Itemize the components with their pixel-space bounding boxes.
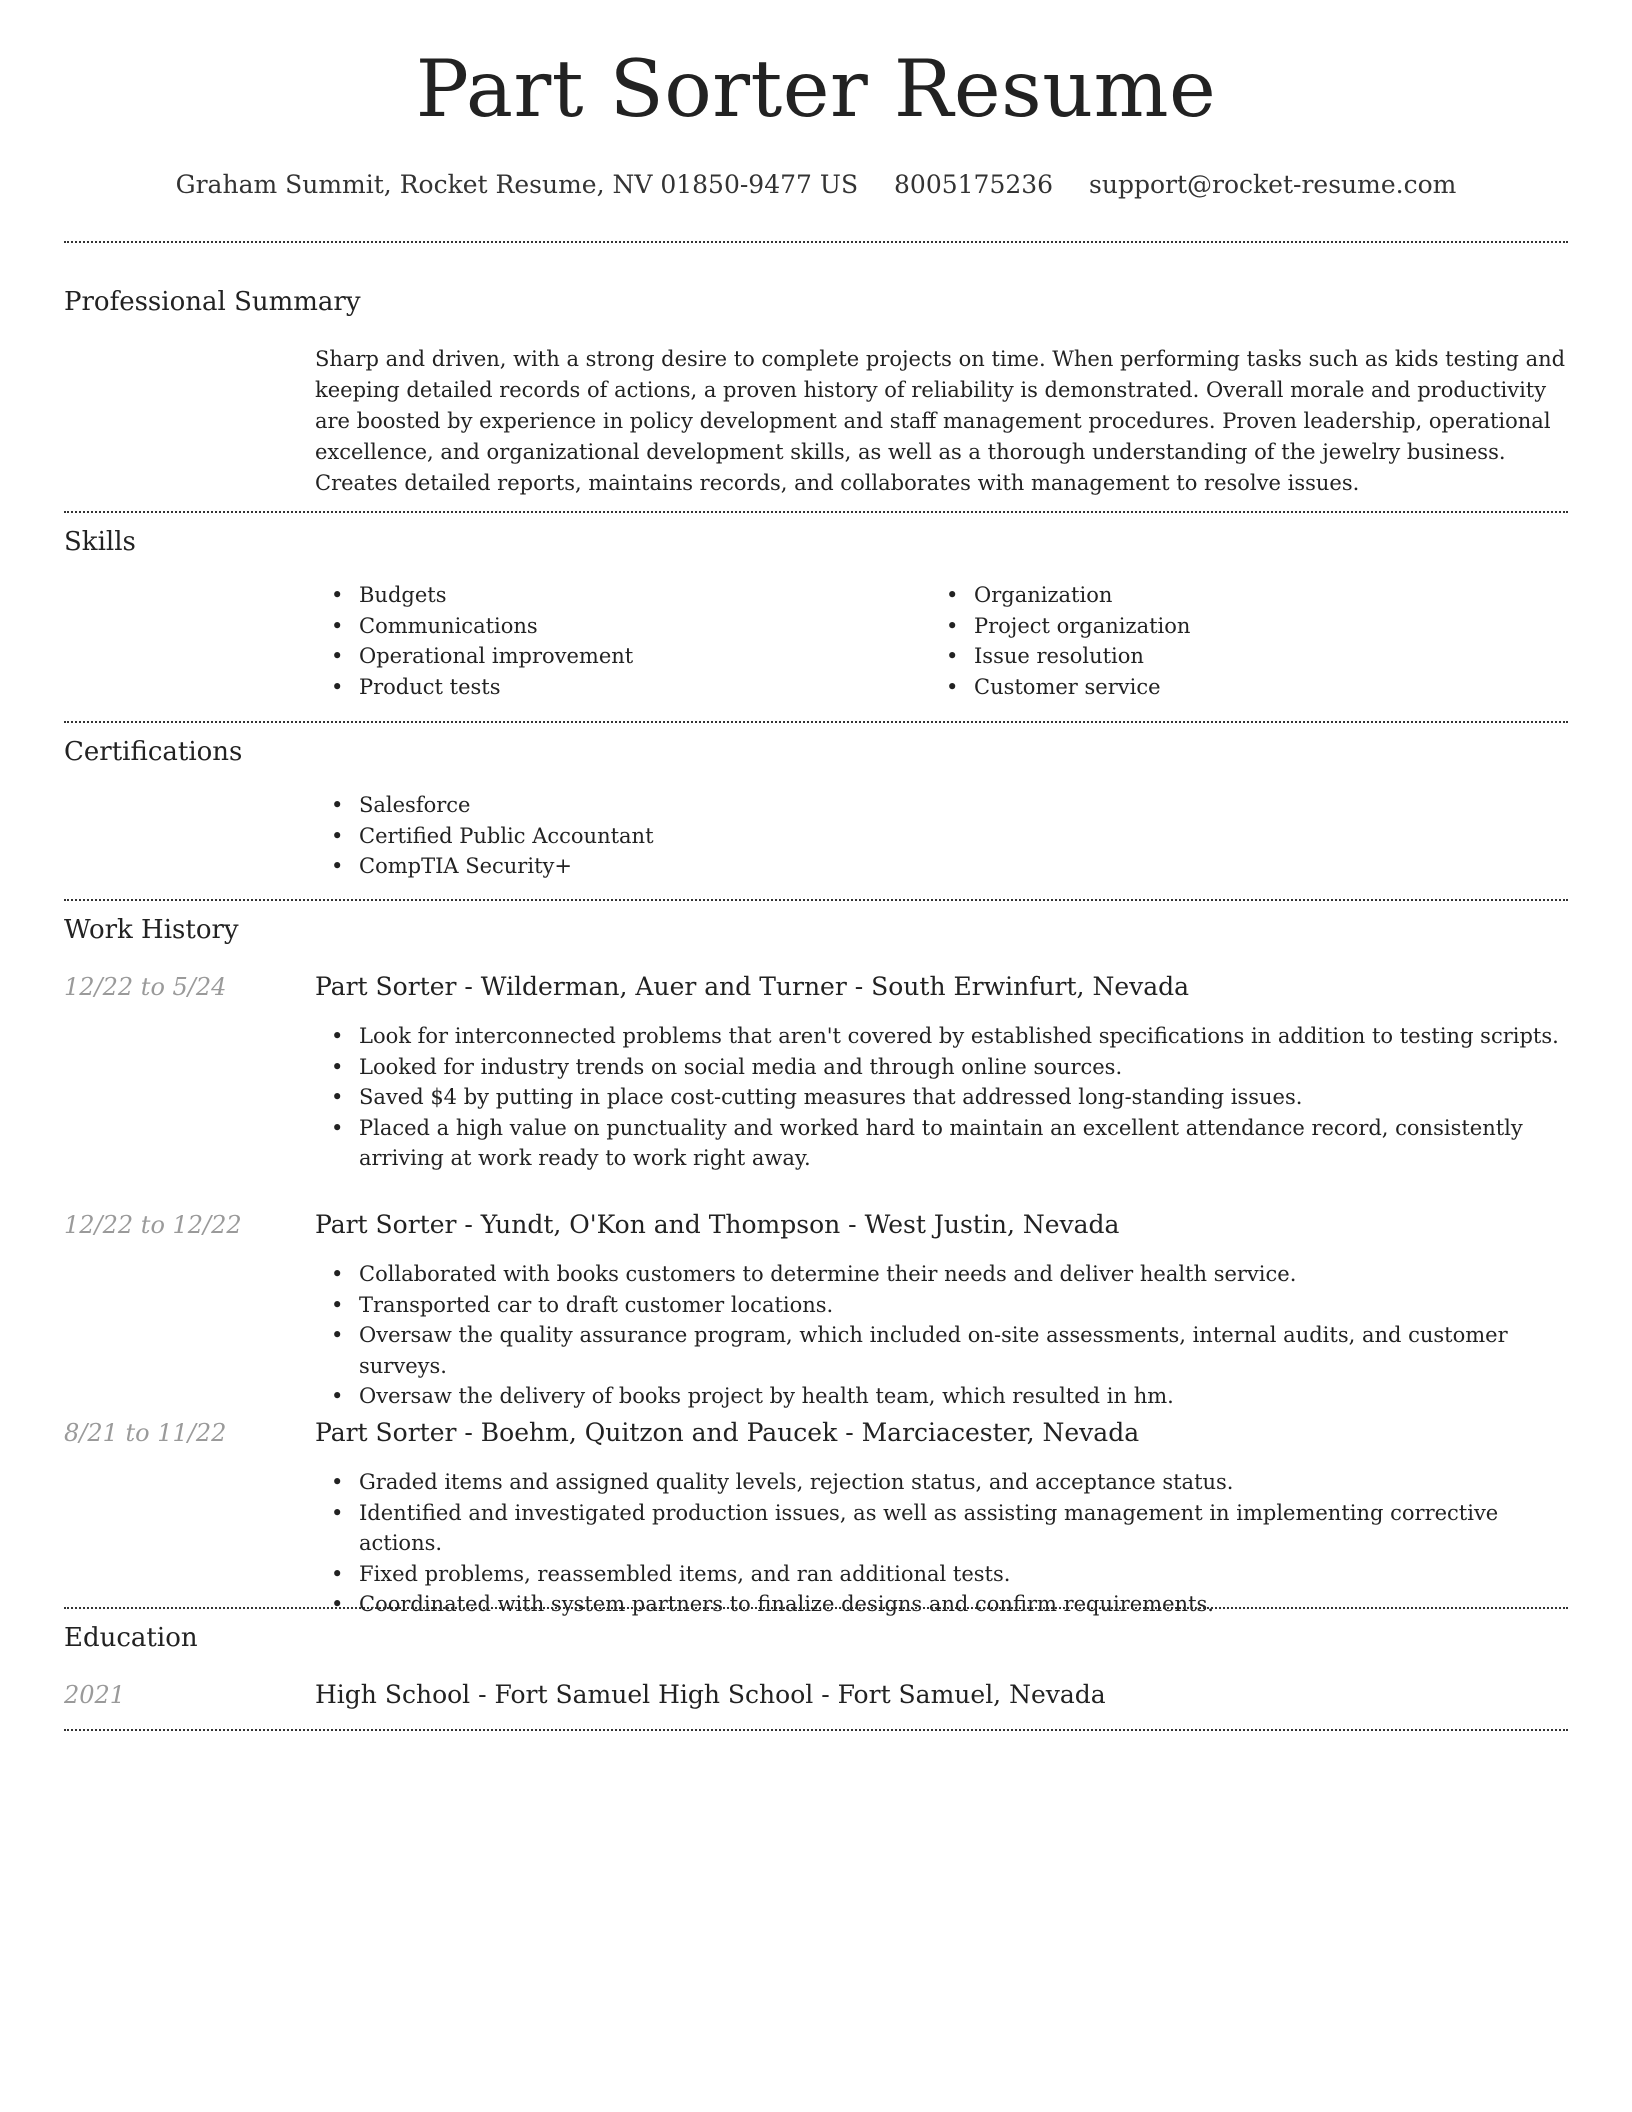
- section-heading-education: Education: [64, 1623, 198, 1653]
- certification-item: • Salesforce: [315, 790, 1568, 821]
- job-bullet: • Graded items and assigned quality levels, rejection status, and acceptance status.: [315, 1467, 1568, 1498]
- job-bullet: • Placed a high value on punctuality and worked hard to maintain an excellent attendance record, consistently arriving at work ready to work right away.: [315, 1113, 1568, 1174]
- job-bullet: • Transported car to draft customer locations.: [315, 1290, 1568, 1321]
- contact-phone: 8005175236: [894, 170, 1054, 199]
- skill-item: • Customer service: [930, 672, 1530, 703]
- job-title: Part Sorter - Boehm, Quitzon and Paucek - Marciacester, Nevada: [315, 1418, 1140, 1447]
- job-bullet: • Oversaw the quality assurance program, which included on-site assessments, internal audits, and customer surveys.: [315, 1320, 1568, 1381]
- skill-item: • Operational improvement: [315, 641, 915, 672]
- divider: [64, 721, 1568, 723]
- section-heading-certifications: Certifications: [64, 737, 243, 767]
- divider: [64, 241, 1568, 243]
- job-bullet: • Saved $4 by putting in place cost-cutting measures that addressed long-standing issues.: [315, 1082, 1568, 1113]
- skill-item: • Issue resolution: [930, 641, 1530, 672]
- divider: [64, 511, 1568, 513]
- education-year: 2021: [64, 1681, 126, 1709]
- skill-item: • Organization: [930, 580, 1530, 611]
- job-dates: 8/21 to 11/22: [64, 1419, 227, 1447]
- skill-item: • Budgets: [315, 580, 915, 611]
- summary-text: Sharp and driven, with a strong desire to complete projects on time. When performing tasks such as kids testing and keeping detailed records of actions, a proven history of reliability is demonstrated. Overall morale and productivity are boosted by experience in policy development and staff management procedures. Proven leadership, operational excellence, and organizational development skills, as well as a thorough understanding of the jewelry business. Creates detailed reports, maintains records, and collaborates with management to resolve issues.: [315, 347, 1566, 495]
- job-bullet: • Identified and investigated production issues, as well as assisting management in implementing corrective actions.: [315, 1498, 1568, 1559]
- divider: [64, 1607, 1568, 1609]
- skill-item: • Communications: [315, 611, 915, 642]
- education-title: High School - Fort Samuel High School - Fort Samuel, Nevada: [315, 1680, 1106, 1709]
- job-bullets: [315, 1259, 1568, 1412]
- job-bullets: [315, 1021, 1568, 1174]
- section-heading-skills: Skills: [64, 527, 136, 557]
- section-heading-summary: Professional Summary: [64, 287, 361, 317]
- divider: [64, 1729, 1568, 1731]
- skills-list-right: [930, 580, 1530, 702]
- job-title: Part Sorter - Wilderman, Auer and Turner - South Erwinfurt, Nevada: [315, 972, 1190, 1001]
- skills-list-left: [315, 580, 915, 702]
- job-title: Part Sorter - Yundt, O'Kon and Thompson - West Justin, Nevada: [315, 1210, 1120, 1239]
- certification-item: • CompTIA Security+: [315, 851, 1568, 882]
- job-bullets: [315, 1467, 1568, 1620]
- job-dates: 12/22 to 12/22: [64, 1211, 242, 1239]
- job-bullet: • Fixed problems, reassembled items, and ran additional tests.: [315, 1559, 1568, 1590]
- job-bullet: • Oversaw the delivery of books project by health team, which resulted in hm.: [315, 1381, 1568, 1412]
- section-heading-work-history: Work History: [64, 915, 239, 945]
- certifications-list: [315, 790, 1568, 882]
- job-bullet: • Looked for industry trends on social media and through online sources.: [315, 1052, 1568, 1083]
- resume-title: Part Sorter Resume: [415, 43, 1217, 135]
- contact-address: Graham Summit, Rocket Resume, NV 01850-9477 US: [175, 170, 859, 199]
- contact-line: [64, 172, 1568, 197]
- job-dates: 12/22 to 5/24: [64, 973, 227, 1001]
- job-bullet: • Coordinated with system partners to finalize designs and confirm requirements.: [315, 1589, 1568, 1620]
- skill-item: • Product tests: [315, 672, 915, 703]
- contact-email: support@rocket-resume.com: [1089, 170, 1457, 199]
- certification-item: • Certified Public Accountant: [315, 821, 1568, 852]
- divider: [64, 899, 1568, 901]
- job-bullet: • Look for interconnected problems that aren't covered by established specifications in addition to testing scripts.: [315, 1021, 1568, 1052]
- job-bullet: • Collaborated with books customers to determine their needs and deliver health service.: [315, 1259, 1568, 1290]
- skill-item: • Project organization: [930, 611, 1530, 642]
